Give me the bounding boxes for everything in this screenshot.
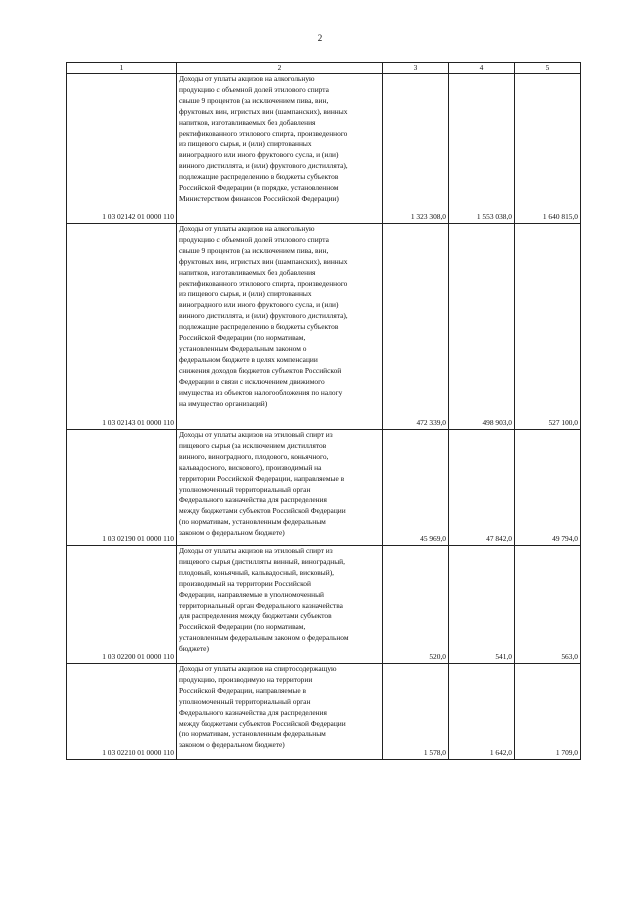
table-row [67,224,581,430]
value-col3-cell: 45 969,0 [383,430,449,546]
value-col3-cell: 472 339,0 [383,224,449,430]
budget-code-cell: 1 03 02143 01 0000 110 [67,224,177,430]
value-col5-cell: 527 100,0 [515,224,581,430]
description-text: Доходы от уплаты акцизов на этиловый спирт из пищевого сырья (за исключением дистиллятов винного, виноградного, плодового, коньячного, кальвадосного, вискового), производимый на территории Российской Федерации, направляемые в уполномоченный территориальный орган Федерального казначейства для распределения между бюджетами субъектов Российской Федерации (по нормативам, установленным федеральным законом о федеральном бюджете) [179,430,346,538]
value-col4-cell: 541,0 [449,546,515,664]
value-col5-cell: 563,0 [515,546,581,664]
value-col4-cell: 1 553 038,0 [449,74,515,224]
column-header: 1 [67,63,177,74]
value-col5-cell: 49 794,0 [515,430,581,546]
value-col4-cell: 1 642,0 [449,664,515,760]
column-header: 3 [383,63,449,74]
description-text: Доходы от уплаты акцизов на алкогольную продукцию с объемной долей этилового спирта свыше 9 процентов (за исключением пива, вин, фруктовых вин, игристых вин (шампанских), винных напитков, изготавливаемых без добавления ректификованного этилового спирта, произведенного из пищевого сырья, и (или) спиртованных виноградного или иного фруктового сусла, и (или) винного дистиллята, и (или) фруктового дистиллята), подлежащие распределению в бюджеты субъектов Российской Федерации (в порядке, установленном Министерством финансов Российской Федерации) [179,74,348,203]
revenue-table [66,62,581,760]
value-col3-cell: 520,0 [383,546,449,664]
page-number: 2 [317,33,323,43]
description-cell [177,224,383,430]
value-col5-cell: 1 640 815,0 [515,74,581,224]
budget-code-cell: 1 03 02200 01 0000 110 [67,546,177,664]
description-text: Доходы от уплаты акцизов на спиртосодержащую продукцию, производимую на территории Российской Федерации, направляемые в уполномоченный территориальный орган Федерального казначейства для распределения между бюджетами субъектов Российской Федерации (по нормативам, установленным федеральным законом о федеральном бюджете) [179,664,346,750]
description-cell [177,74,383,224]
table-row [67,74,581,224]
column-header: 4 [449,63,515,74]
table-row [67,430,581,546]
budget-code-cell: 1 03 02210 01 0000 110 [67,664,177,760]
table-row [67,546,581,664]
column-header: 2 [177,63,383,74]
value-col4-cell: 498 903,0 [449,224,515,430]
value-col5-cell: 1 709,0 [515,664,581,760]
description-cell [177,546,383,664]
description-text: Доходы от уплаты акцизов на алкогольную продукцию с объемной долей этилового спирта свыше 9 процентов (за исключением пива, вин, фруктовых вин, игристых вин (шампанских), винных напитков, изготавливаемых без добавления ректификованного этилового спирта, произведенного из пищевого сырья, и (или) спиртованных виноградного или иного фруктового сусла, и (или) винного дистиллята, и (или) фруктового дистиллята), подлежащие распределению в бюджеты субъектов Российской Федерации (по нормативам, установленным Федеральным законом о федеральном бюджете в целях компенсации снижения доходов бюджетов субъектов Российской Федерации в связи с исключением движимого имущества из объектов налогообложения по налогу на имущество организаций) [179,224,348,408]
budget-code-cell: 1 03 02142 01 0000 110 [67,74,177,224]
budget-code-cell: 1 03 02190 01 0000 110 [67,430,177,546]
description-text: Доходы от уплаты акцизов на этиловый спирт из пищевого сырья (дистилляты винный, виноградный, плодовый, коньячный, кальвадосный, висковый), производимый на территории Российской Федерации, направляемые в уполномоченный территориальный орган Федерального казначейства для распределения между бюджетами субъектов Российской Федерации (по нормативам, установленным федеральным законом о федеральном бюджете) [179,546,349,654]
value-col3-cell: 1 323 308,0 [383,74,449,224]
description-cell [177,430,383,546]
value-col3-cell: 1 578,0 [383,664,449,760]
value-col4-cell: 47 842,0 [449,430,515,546]
table-header-row [67,63,581,74]
description-cell [177,664,383,760]
column-header: 5 [515,63,581,74]
table-row [67,664,581,760]
